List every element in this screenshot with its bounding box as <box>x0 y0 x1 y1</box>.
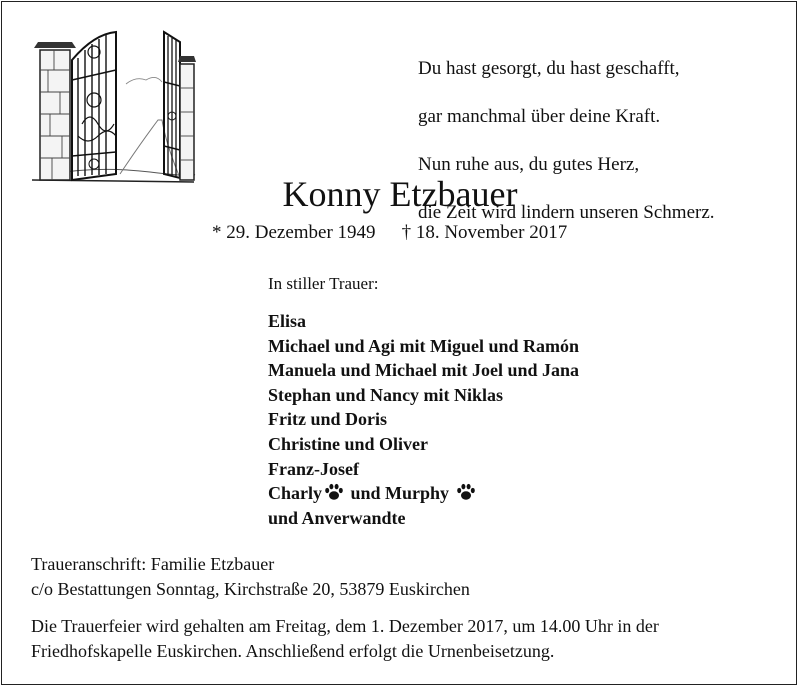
mourners-list <box>268 309 768 530</box>
mourning-intro: In stiller Trauer: <box>268 274 379 293</box>
list-item: Michael und Agi mit Miguel und Ramón <box>268 335 580 356</box>
list-item: Stephan und Nancy mit Niklas <box>268 384 504 405</box>
address-line: Traueranschrift: Familie Etzbauer <box>31 554 275 574</box>
poem-line: Nun ruhe aus, du gutes Herz, <box>418 154 640 175</box>
poem-line: Du hast gesorgt, du hast geschafft, <box>418 58 680 79</box>
pet-name-charly: Charly <box>268 483 322 504</box>
birth-date: * 29. Dezember 1949 <box>212 222 376 243</box>
life-dates <box>212 222 567 244</box>
list-item: Manuela und Michael mit Joel und Jana <box>268 360 580 381</box>
list-item: Elisa <box>268 311 307 331</box>
list-item: Christine und Oliver <box>268 433 429 454</box>
list-item: Franz-Josef <box>268 458 359 479</box>
poem <box>418 33 788 249</box>
pet-name-murphy: und Murphy <box>350 483 450 504</box>
deceased-name: Konny Etzbauer <box>282 174 518 214</box>
address-line: c/o Bestattungen Sonntag, Kirchstraße 20, 53879 Euskirchen <box>31 578 470 599</box>
paw-icon <box>324 483 344 501</box>
open-garden-gate-icon <box>30 24 196 186</box>
funeral-service-notice: Die Trauerfeier wird gehalten am Freitag, dem 1. Dezember 2017, um 14.00 Uhr in der Friedhofskapelle Euskirchen. Anschließend erfolgt die Urnenbeisetzung. <box>31 616 659 661</box>
list-item: und Anverwandte <box>268 507 406 528</box>
death-date: † 18. November 2017 <box>401 222 568 243</box>
poem-line: die Zeit wird lindern unseren Schmerz. <box>418 202 715 223</box>
mourning-address <box>31 552 470 601</box>
paw-icon <box>456 483 476 501</box>
poem-line: gar manchmal über deine Kraft. <box>418 106 661 127</box>
list-item: Fritz und Doris <box>268 409 387 430</box>
pets-line <box>268 481 768 506</box>
